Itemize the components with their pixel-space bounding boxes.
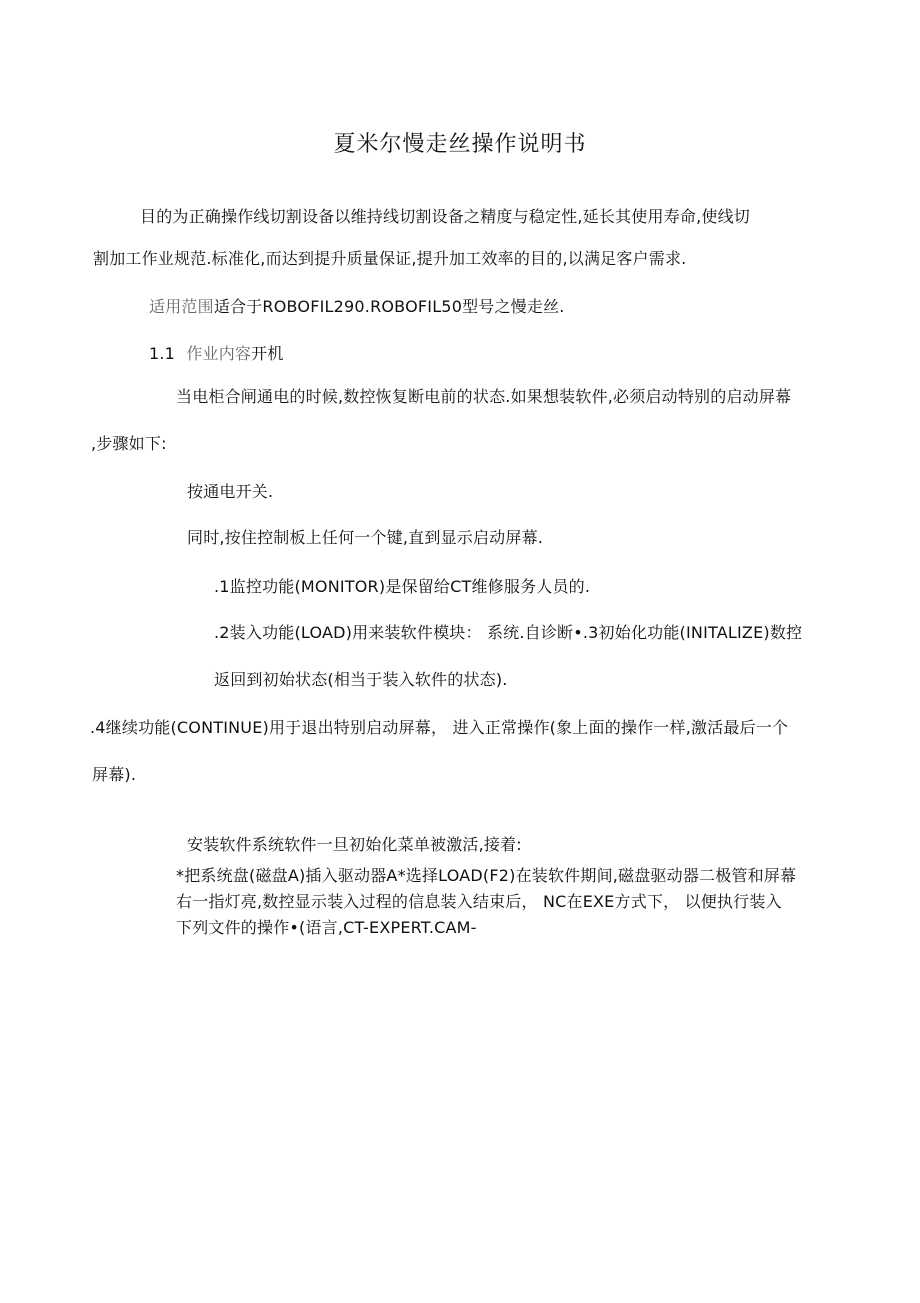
scope-text: 适合于ROBOFIL290.ROBOFIL50型号之慢走丝.: [213, 297, 565, 316]
scope-paragraph: [149, 297, 565, 317]
section-heading: [149, 344, 284, 364]
purpose-line-1: 目的为正确操作线切割设备以维持线切割设备之精度与稳定性,延长其使用寿命,使线切: [140, 207, 750, 226]
document-title: 夏米尔慢走丝操作说明书: [333, 132, 587, 157]
section-label: 作业内容: [186, 344, 252, 363]
step-1: 按通电开关.: [187, 482, 274, 501]
install-line-3: 下列文件的操作•(语言,CT-EXPERT.CAM-: [176, 918, 477, 937]
purpose-line-2: 割加工作业规范.标准化,而达到提升质量保证,提升加工效率的目的,以满足客户需求.: [93, 249, 687, 268]
startup-line-1: 当电柜合闸通电的时候,数控恢复断电前的状态.如果想装软件,必须启动特别的启动屏幕: [176, 387, 792, 406]
step-2: 同时,按住控制板上任何一个键,直到显示启动屏幕.: [187, 528, 544, 547]
section-title: 开机: [251, 344, 284, 363]
install-intro: 安装软件系统软件一旦初始化菜单被激活,接着:: [187, 835, 522, 854]
function-item-4-line-1: .4继续功能(CONTINUE)用于退出特别启动屏幕， 进入正常操作(象上面的操作一样,激活最后一个: [90, 718, 789, 737]
install-line-1: *把系统盘(磁盘A)插入驱动器A*选择LOAD(F2)在装软件期间,磁盘驱动器二极管和屏幕: [176, 866, 797, 885]
section-number: 1.1: [149, 344, 176, 363]
install-line-2: 右一指灯亮,数控显示装入过程的信息装入结束后， NC在EXE方式下， 以便执行装入: [176, 892, 782, 911]
function-item-2: .2装入功能(LOAD)用来装软件模块： 系统.自诊断•.3初始化功能(INITALIZE)数控: [214, 623, 803, 642]
startup-line-2: ,步骤如下:: [91, 434, 167, 453]
function-item-4-line-2: 屏幕).: [92, 765, 137, 784]
scope-label: 适用范围: [149, 297, 214, 316]
function-item-3: 返回到初始状态(相当于装入软件的状态).: [214, 670, 508, 689]
function-item-1: .1监控功能(MONITOR)是保留给CT维修服务人员的.: [214, 577, 591, 596]
